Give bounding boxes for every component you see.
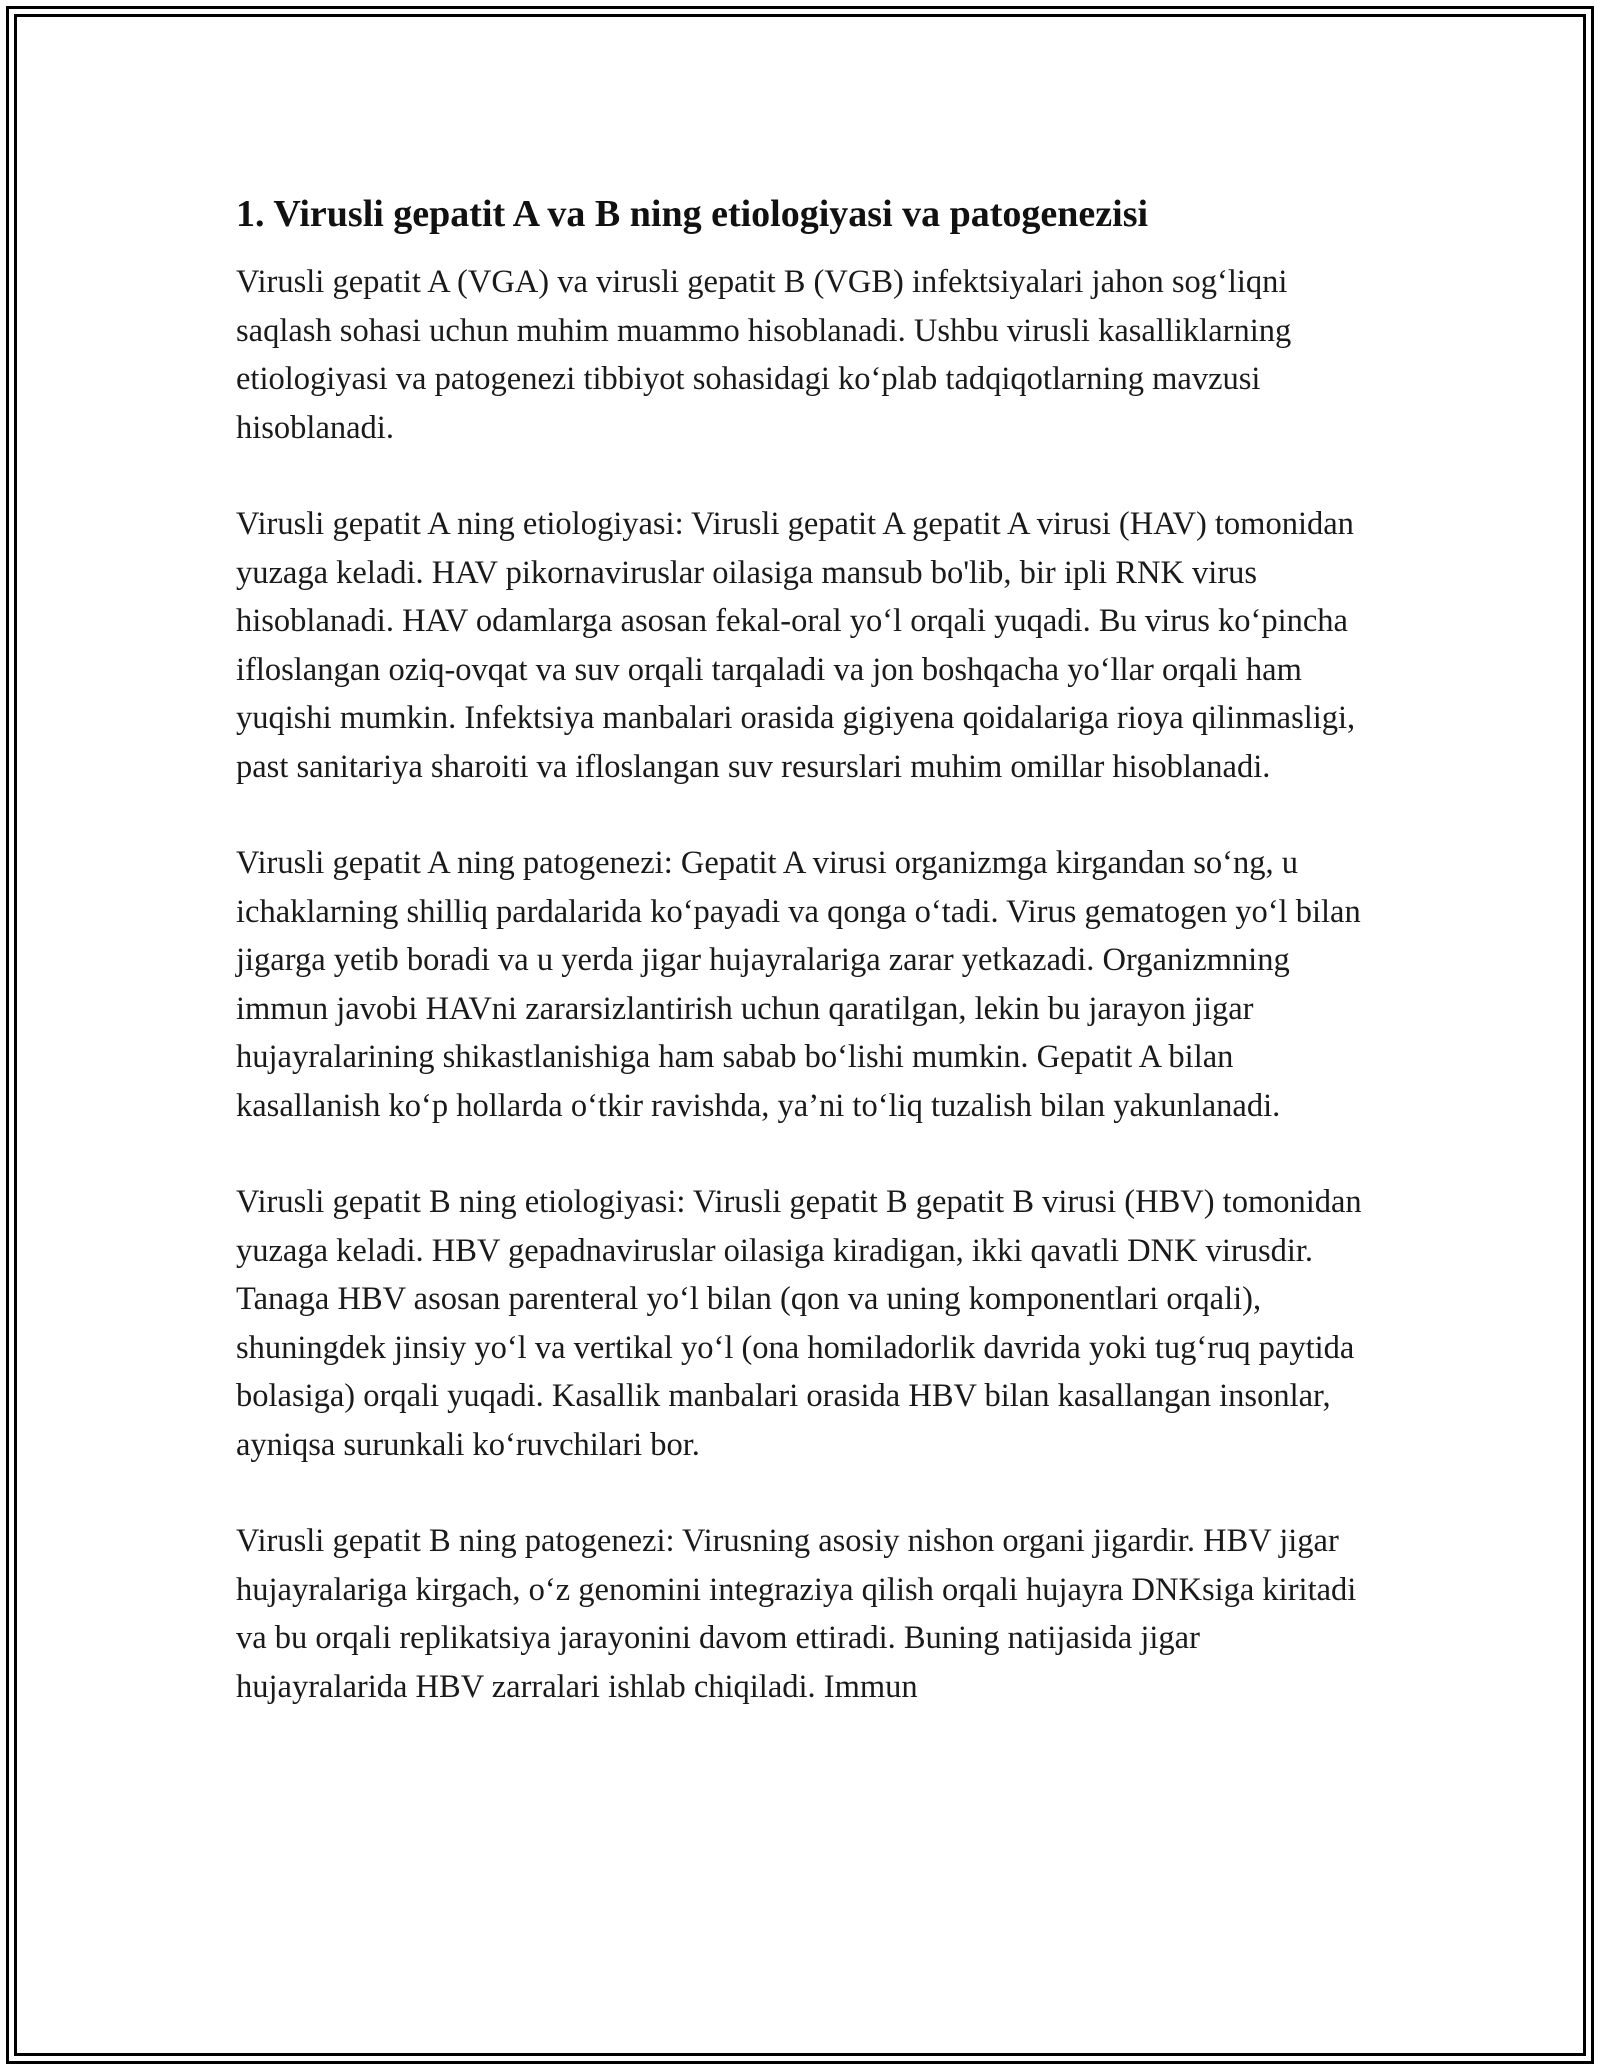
- paragraph-hav-etiology: Virusli gepatit A ning etiologiyasi: Virusli gepatit A gepatit A virusi (HAV) tomonidan yuzaga keladi. HAV pikornaviruslar oilasiga mansub bo'lib, bir ipli RNK virus hisoblanadi. HAV odamlarga asosan fekal-oral yo‘l orqali yuqadi. Bu virus ko‘pincha ifloslangan oziq-ovqat va suv orqali tarqaladi va jon boshqacha yo‘llar orqali ham yuqishi mumkin. Infektsiya manbalari orasida gigiyena qoidalariga rioya qilinmasligi, past sanitariya sharoiti va ifloslangan suv resurslari muhim omillar hisoblanadi.: [236, 506, 1356, 785]
- section-heading: 1. Virusli gepatit A va B ning etiologiyasi va patogenezisi: [236, 193, 1149, 235]
- paragraph-intro: Virusli gepatit A (VGA) va virusli gepatit B (VGB) infektsiyalari jahon sog‘liqni saqlash sohasi uchun muhim muammo hisoblanadi. Ushbu virusli kasalliklarning etiologiyasi va patogenezi tibbiyot sohasidagi ko‘plab tadqiqotlarning mavzusi hisoblanadi.: [236, 264, 1292, 446]
- document-body: [236, 188, 1376, 1759]
- paragraph-hav-pathogenesis: Virusli gepatit A ning patogenezi: Gepatit A virusi organizmga kirgandan so‘ng, u ichaklarning shilliq pardalarida ko‘payadi va qonga o‘tadi. Virus gematogen yo‘l bilan jigarga yetib boradi va u yerda jigar hujayralariga zarar yetkazadi. Organizmning immun javobi HAVni zararsizlantirish uchun qaratilgan, lekin bu jarayon jigar hujayralarining shikastlanishiga ham sabab bo‘lishi mumkin. Gepatit A bilan kasallanish ko‘p hollarda o‘tkir ravishda, ya’ni to‘liq tuzalish bilan yakunlanadi.: [236, 845, 1361, 1124]
- paragraph-hbv-etiology: Virusli gepatit B ning etiologiyasi: Virusli gepatit B gepatit B virusi (HBV) tomonidan yuzaga keladi. HBV gepadnaviruslar oilasiga kiradigan, ikki qavatli DNK virusdir. Tanaga HBV asosan parenteral yo‘l bilan (qon va uning komponentlari orqali), shuningdek jinsiy yo‘l va vertikal yo‘l (ona homiladorlik davrida yoki tug‘ruq paytida bolasiga) orqali yuqadi. Kasallik manbalari orasida HBV bilan kasallangan insonlar, ayniqsa surunkali ko‘ruvchilari bor.: [236, 1184, 1362, 1463]
- paragraph-hbv-pathogenesis: Virusli gepatit B ning patogenezi: Virusning asosiy nishon organi jigardir. HBV jigar hujayralariga kirgach, o‘z genomini integraziya qilish orqali hujayra DNKsiga kiritadi va bu orqali replikatsiya jarayonini davom ettiradi. Buning natijasida jigar hujayralarida HBV zarralari ishlab chiqiladi. Immun: [236, 1523, 1357, 1705]
